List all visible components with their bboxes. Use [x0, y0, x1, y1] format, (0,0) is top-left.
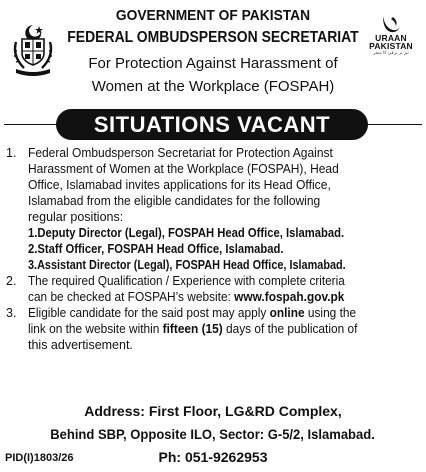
situations-vacant-banner: SITUATIONS VACANT — [56, 109, 368, 140]
subtitle-line-2: Women at the Workplace (FOSPAH) — [91, 78, 335, 95]
item-1-line-2: Harassment of Women at the Workplace (FOSPAH), Head — [28, 162, 339, 176]
position-2: 2.Staff Officer, FOSPAH Head Office, Islamabad. — [28, 242, 284, 256]
header — [0, 0, 426, 112]
uraan-tagline: تیز تر ترقی کا سفر — [373, 50, 409, 55]
item-3-fifteen-days: fifteen (15) — [162, 322, 223, 336]
uraan-pakistan-logo — [360, 14, 422, 70]
item-3-number: 3. — [6, 306, 17, 320]
secretariat-title: FEDERAL OMBUDSPERSON SECRETARIAT — [67, 29, 359, 46]
item-3-line-2-pre: link on the website within — [28, 322, 163, 336]
item-1-line-5: regular positions: — [28, 210, 124, 224]
item-3-line-1-post: using the — [304, 306, 357, 320]
government-title: GOVERNMENT OF PAKISTAN — [115, 7, 311, 24]
item-2-line-1: The required Qualification / Experience with complete criteria — [28, 274, 345, 288]
fospah-website-link[interactable]: www.fospah.gov.pk — [234, 290, 345, 304]
item-3-online: online — [269, 306, 305, 320]
item-1-line-4: Islamabad from the eligible candidates for the following — [28, 194, 321, 208]
position-1: 1.Deputy Director (Legal), FOSPAH Head Office, Islamabad. — [28, 226, 345, 240]
item-3-line-2-post: days of the publication of — [222, 322, 358, 336]
item-2-number: 2. — [6, 274, 17, 288]
uraan-word-2: PAKISTAN — [369, 41, 413, 51]
position-3: 3.Assistant Director (Legal), FOSPAH Head Office, Islamabad. — [28, 258, 346, 272]
address-line-1: Address: First Floor, LG&RD Complex, — [84, 403, 342, 419]
item-1-number: 1. — [6, 146, 17, 160]
item-3-line-1-pre: Eligible candidate for the said post may apply — [28, 306, 270, 320]
subtitle-line-1: For Protection Against Harassment of — [88, 55, 338, 72]
item-1-line-1: Federal Ombudsperson Secretariat for Protection Against — [28, 146, 333, 160]
uraan-word-1: URAAN — [375, 33, 407, 43]
uraan-swoosh-icon — [380, 14, 402, 34]
item-2-line-2-text: can be checked at FOSPAH’s website: — [28, 290, 235, 304]
item-1-line-3: Office, Islamabad invites applications for its Head Office, — [28, 178, 331, 192]
address-line-2: Behind SBP, Opposite ILO, Sector: G-5/2, Islamabad. — [50, 426, 376, 442]
phone-number: Ph: 051-9262953 — [158, 449, 268, 465]
item-3-line-3: this advertisement. — [28, 338, 133, 352]
pid-number: PID(I)1803/26 — [5, 452, 74, 464]
